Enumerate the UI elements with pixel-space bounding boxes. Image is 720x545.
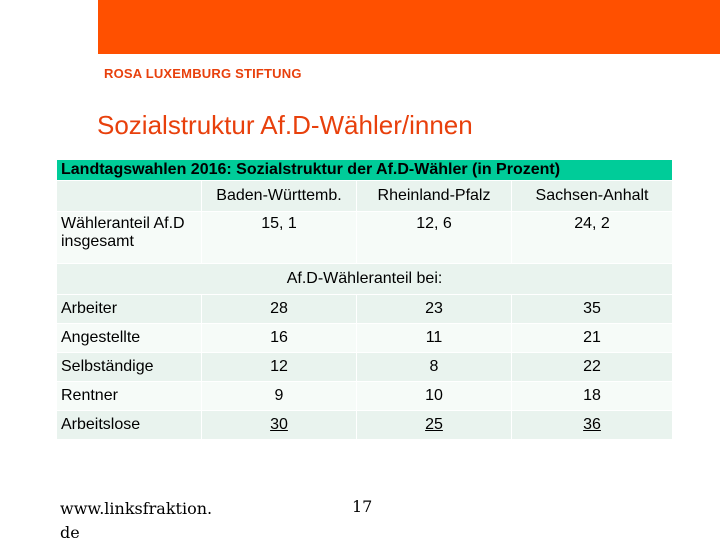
row-label: Wähleranteil Af.D insgesamt [57, 212, 202, 264]
cell-value: 28 [202, 295, 357, 324]
col-header-sa: Sachsen-Anhalt [512, 181, 673, 212]
cell-value: 9 [202, 382, 357, 411]
cell-value: 18 [512, 382, 673, 411]
table-caption-row [57, 160, 673, 181]
cell-value: 23 [357, 295, 512, 324]
table-header-row [57, 181, 673, 212]
row-label: Arbeitslose [57, 411, 202, 440]
subheader-label: Af.D-Wähleranteil bei: [57, 264, 673, 295]
cell-value: 12, 6 [357, 212, 512, 264]
cell-value: 24, 2 [512, 212, 673, 264]
cell-value: 12 [202, 353, 357, 382]
underlined-value: 36 [583, 416, 601, 433]
table-row [57, 411, 673, 440]
orange-header-bar [98, 0, 720, 54]
voter-structure-table [56, 159, 673, 440]
page-number: 17 [352, 497, 373, 516]
table-row [57, 212, 673, 264]
cell-value: 8 [357, 353, 512, 382]
header-empty-cell [57, 181, 202, 212]
cell-value: 15, 1 [202, 212, 357, 264]
slide-title: Sozialstruktur Af.D-Wähler/innen [97, 110, 473, 140]
col-header-bw: Baden-Württemb. [202, 181, 357, 212]
cell-value: 35 [512, 295, 673, 324]
cell-value [512, 411, 673, 440]
brand-name: ROSA LUXEMBURG STIFTUNG [104, 66, 302, 81]
footer-website: www.linksfraktion. de [60, 499, 213, 542]
row-label: Rentner [57, 382, 202, 411]
row-label: Arbeiter [57, 295, 202, 324]
subheader-row [57, 264, 673, 295]
row-label: Selbständige [57, 353, 202, 382]
cell-value: 10 [357, 382, 512, 411]
table-row [57, 382, 673, 411]
cell-value: 22 [512, 353, 673, 382]
cell-value [357, 411, 512, 440]
cell-value: 21 [512, 324, 673, 353]
table-caption: Landtagswahlen 2016: Sozialstruktur der Af.D-Wähler (in Prozent) [57, 160, 673, 181]
cell-value [202, 411, 357, 440]
table-row [57, 353, 673, 382]
cell-value: 16 [202, 324, 357, 353]
underlined-value: 25 [425, 416, 443, 433]
row-label: Angestellte [57, 324, 202, 353]
table-row [57, 295, 673, 324]
col-header-rp: Rheinland-Pfalz [357, 181, 512, 212]
underlined-value: 30 [270, 416, 288, 433]
cell-value: 11 [357, 324, 512, 353]
table-row [57, 324, 673, 353]
